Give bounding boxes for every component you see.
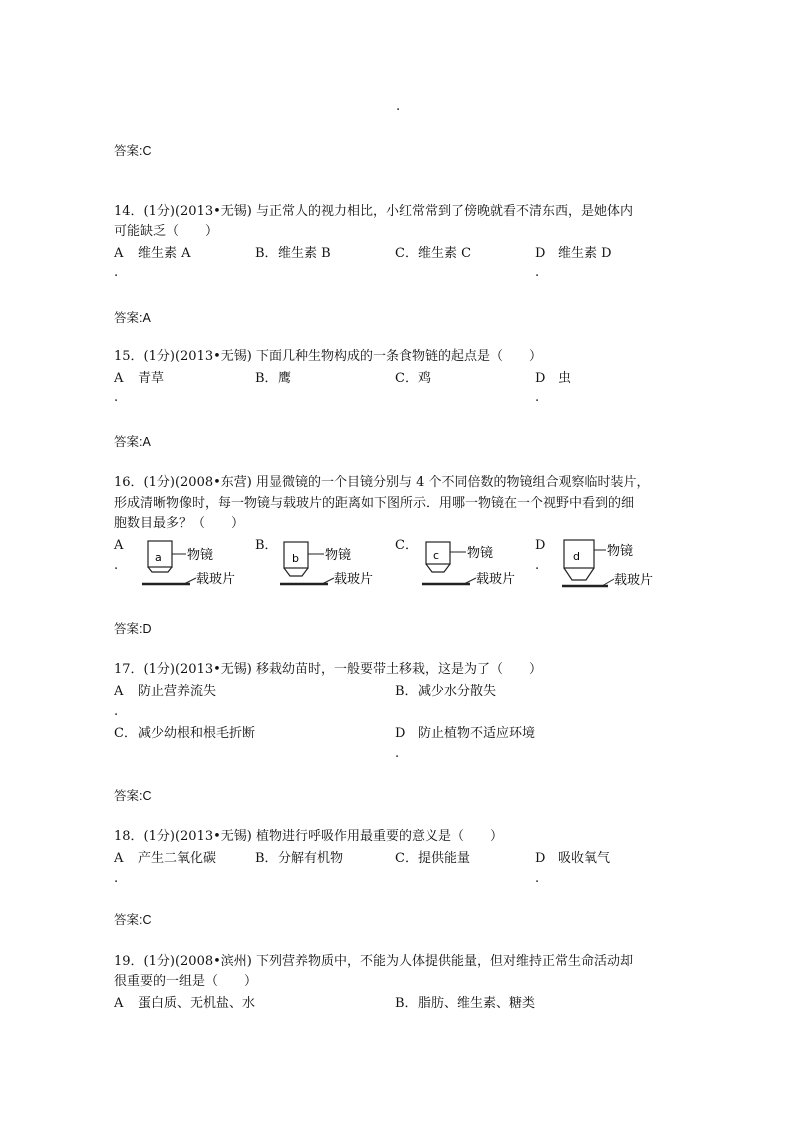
option-17-d-dot: .	[395, 746, 400, 761]
option-18-d-letter: D	[535, 851, 546, 866]
option-19-a-text: 蛋白质、无机盐、水	[138, 996, 256, 1011]
option-14-d-dot: .	[535, 265, 540, 280]
option-15-b-text: 鹰	[278, 371, 292, 386]
option-16-d-dot: .	[535, 558, 540, 573]
option-18-d-dot: .	[535, 871, 540, 886]
option-15-a-dot: .	[114, 390, 119, 405]
option-14-b-letter: B．	[255, 246, 278, 261]
objective-diagram-a	[138, 538, 253, 596]
option-14-c-text: 维生素 C	[418, 246, 472, 261]
option-18-b-text: 分解有机物	[278, 851, 344, 866]
option-19-b-letter: B．	[395, 996, 418, 1011]
option-17-b-text: 减少水分散失	[418, 684, 497, 699]
slide-label-d: 载玻片	[614, 573, 654, 588]
option-18-a-letter: A	[114, 851, 124, 866]
option-17-a-text: 防止营养流失	[138, 684, 217, 699]
option-14-b-text: 维生素 B	[278, 246, 331, 261]
option-15-d-dot: .	[535, 390, 540, 405]
objective-diagram-c	[418, 538, 533, 596]
answer-q13: 答案:C	[114, 144, 152, 158]
answer-q18: 答案:C	[114, 913, 152, 927]
question-15-line1: 15．(1分)(2013•无锡) 下面几种生物构成的一条食物链的起点是（ ）	[114, 349, 542, 364]
objective-diagram-d	[558, 536, 673, 596]
answer-q17: 答案:C	[114, 789, 152, 803]
option-15-b-letter: B．	[255, 371, 278, 386]
option-18-c-text: 提供能量	[418, 851, 471, 866]
question-14-line1: 14．(1分)(2013•无锡) 与正常人的视力相比，小红常常到了傍晚就看不清东西，是她体内	[114, 204, 633, 219]
answer-q16: 答案:D	[114, 622, 152, 636]
option-18-a-text: 产生二氧化碳	[138, 851, 217, 866]
option-14-c-letter: C．	[395, 246, 418, 261]
option-16-a-letter: A	[114, 538, 124, 553]
option-17-d-text: 防止植物不适应环境	[418, 726, 536, 741]
slide-label-c: 载玻片	[476, 572, 516, 587]
lens-label-a: a	[155, 551, 162, 564]
option-15-d-letter: D	[535, 371, 546, 386]
option-17-a-letter: A	[114, 684, 124, 699]
option-15-c-letter: C．	[395, 371, 418, 386]
option-17-c-text: 减少幼根和根毛折断	[138, 726, 256, 741]
question-16-line1: 16．(1分)(2008•东营) 用显微镜的一个目镜分别与 4 个不同倍数的物镜组合观察临时装片，	[114, 475, 650, 490]
question-19-line1: 19．(1分)(2008•滨州) 下列营养物质中，不能为人体提供能量，但对维持正常生命活动却	[114, 954, 633, 969]
question-17-line1: 17．(1分)(2013•无锡) 移栽幼苗时，一般要带土移栽，这是为了（ ）	[114, 662, 542, 677]
objective-label-d: 物镜	[607, 544, 634, 559]
option-17-d-letter: D	[395, 726, 406, 741]
answer-q14: 答案:A	[114, 311, 151, 325]
lens-label-d: d	[573, 550, 580, 563]
question-16-line2: 形成清晰物像时，每一物镜与载玻片的距离如下图所示．用哪一物镜在一个视野中看到的细	[114, 496, 635, 511]
option-18-a-dot: .	[114, 871, 119, 886]
option-14-a-dot: .	[114, 265, 119, 280]
slide-label-b: 载玻片	[334, 572, 374, 587]
option-14-a-text: 维生素 A	[138, 246, 191, 261]
objective-label-b: 物镜	[325, 548, 352, 563]
option-15-a-letter: A	[114, 371, 124, 386]
answer-q15: 答案:A	[114, 435, 151, 449]
option-18-c-letter: C．	[395, 851, 418, 866]
objective-diagram-b	[276, 538, 391, 596]
option-14-d-text: 维生素 D	[558, 246, 612, 261]
question-19-line2: 很重要的一组是（ ）	[114, 974, 258, 989]
option-19-b-text: 脂肪、维生素、糖类	[418, 996, 536, 1011]
option-16-c-letter: C．	[395, 538, 418, 553]
question-16-line3: 胞数目最多？（ ）	[114, 516, 245, 531]
option-17-a-dot: .	[114, 704, 119, 719]
lens-label-b: b	[292, 552, 299, 565]
option-17-b-letter: B．	[395, 684, 418, 699]
option-16-b-letter: B．	[255, 538, 278, 553]
question-14-line2: 可能缺乏（ ）	[114, 224, 219, 239]
lens-label-c: c	[433, 549, 440, 562]
objective-label-c: 物镜	[467, 546, 494, 561]
option-14-a-letter: A	[114, 246, 124, 261]
option-16-a-dot: .	[114, 558, 119, 573]
option-15-a-text: 青草	[138, 371, 165, 386]
slide-label-a: 载玻片	[196, 572, 236, 587]
option-18-d-text: 吸收氧气	[558, 851, 611, 866]
option-14-d-letter: D	[535, 246, 546, 261]
question-18-line1: 18．(1分)(2013•无锡) 植物进行呼吸作用最重要的意义是（ ）	[114, 829, 503, 844]
option-18-b-letter: B．	[255, 851, 278, 866]
option-15-d-text: 虫	[558, 371, 572, 386]
option-19-a-letter: A	[114, 996, 124, 1011]
option-16-d-letter: D	[535, 538, 546, 553]
option-15-c-text: 鸡	[418, 371, 432, 386]
option-17-c-letter: C．	[114, 726, 137, 741]
objective-label-a: 物镜	[187, 548, 214, 563]
top-dot: .	[396, 99, 401, 114]
